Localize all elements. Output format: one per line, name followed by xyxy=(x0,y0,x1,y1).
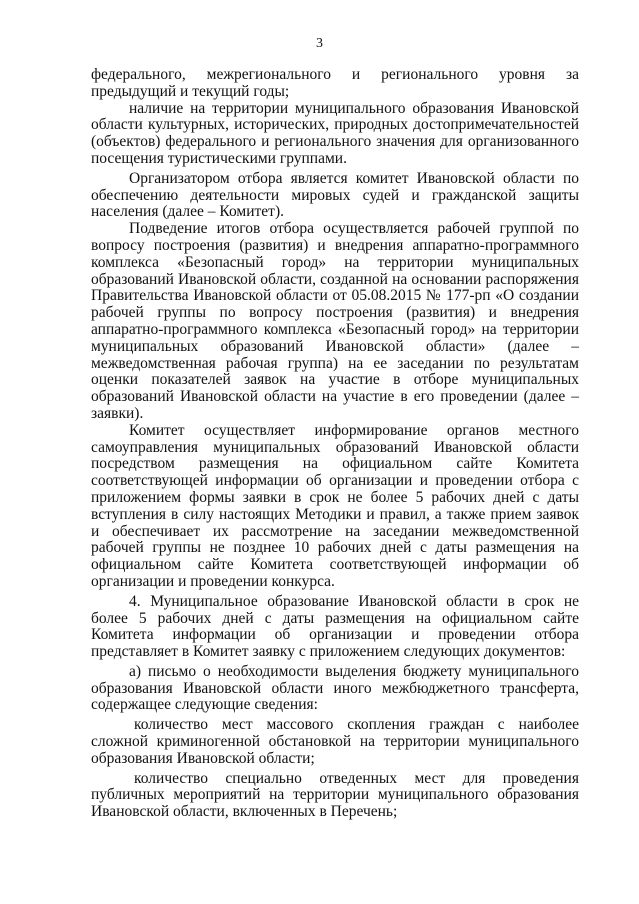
paragraph-crowd-places: количество мест массового скопления граждан с наиболее сложной криминогенной обстановкой на территории муниципального образования Ивановской области; xyxy=(91,716,579,767)
paragraph-public-events: количество специально отведенных мест для проведения публичных мероприятий на территории муниципального образования Ивановской области, включенных в Перечень; xyxy=(91,769,579,821)
paragraph-item-a: а) письмо о необходимости выделения бюджету муниципального образования Ивановской области иного межбюджетного трансферта, содержащее следующие сведения: xyxy=(91,662,579,714)
paragraph-item-4: 4. Муниципальное образование Ивановской области в срок не более 5 рабочих дней с даты размещения на официальном сайте Комитета информации об организации и проведении отбора представляет в Комитет заявку с приложением следующих документов: xyxy=(91,592,579,661)
paragraph-committee-informs: Комитет осуществляет информирование органов местного самоуправления муниципальных образований Ивановской области посредством размещения на официальном сайте Комитета соответствующей информации об организации и проведении отбора с приложением формы заявки в срок не более 5 рабочих дней с даты вступления в силу настоящих Методики и правил, а также прием заявок и обеспечивает их рассмотрение на заседании межведомственной рабочей группы не позднее 10 рабочих дней с даты размещения на официальном сайте Комитета соответствующей информации об организации и проведении конкурса. xyxy=(91,421,579,590)
document-body xyxy=(91,67,579,821)
paragraph-working-group: Подведение итогов отбора осуществляется рабочей группой по вопросу построения (развития) и внедрения аппаратно-программного комплекса «Безопасный город» на территории муниципальных образований Ивановской области, созданной на основании распоряжения Правительства Ивановской области от 05.08.2015 № 177-рп «О создании рабочей группы по вопросу построения (развития) и внедрения аппаратно-программного комплекса «Безопасный город» на территории муниципальных образований Ивановской области» (далее – межведомственная рабочая группа) на ее заседании по результатам оценки показателей заявок на участие в отборе муниципальных образований Ивановской области на участие в его проведении (далее – заявки). xyxy=(91,220,579,422)
paragraph-attractions: наличие на территории муниципального образования Ивановской области культурных, исторических, природных достопримечательностей (объектов) федерального и регионального значения для организованного посещения туристическими группами. xyxy=(91,99,579,167)
paragraph-organizer: Организатором отбора является комитет Ивановской области по обеспечению деятельности мировых судей и гражданской защиты населения (далее – Комитет). xyxy=(91,169,579,221)
paragraph-continuation: федерального, межрегионального и регионального уровня за предыдущий и текущий годы; xyxy=(91,66,579,100)
page-number: 3 xyxy=(316,36,323,51)
